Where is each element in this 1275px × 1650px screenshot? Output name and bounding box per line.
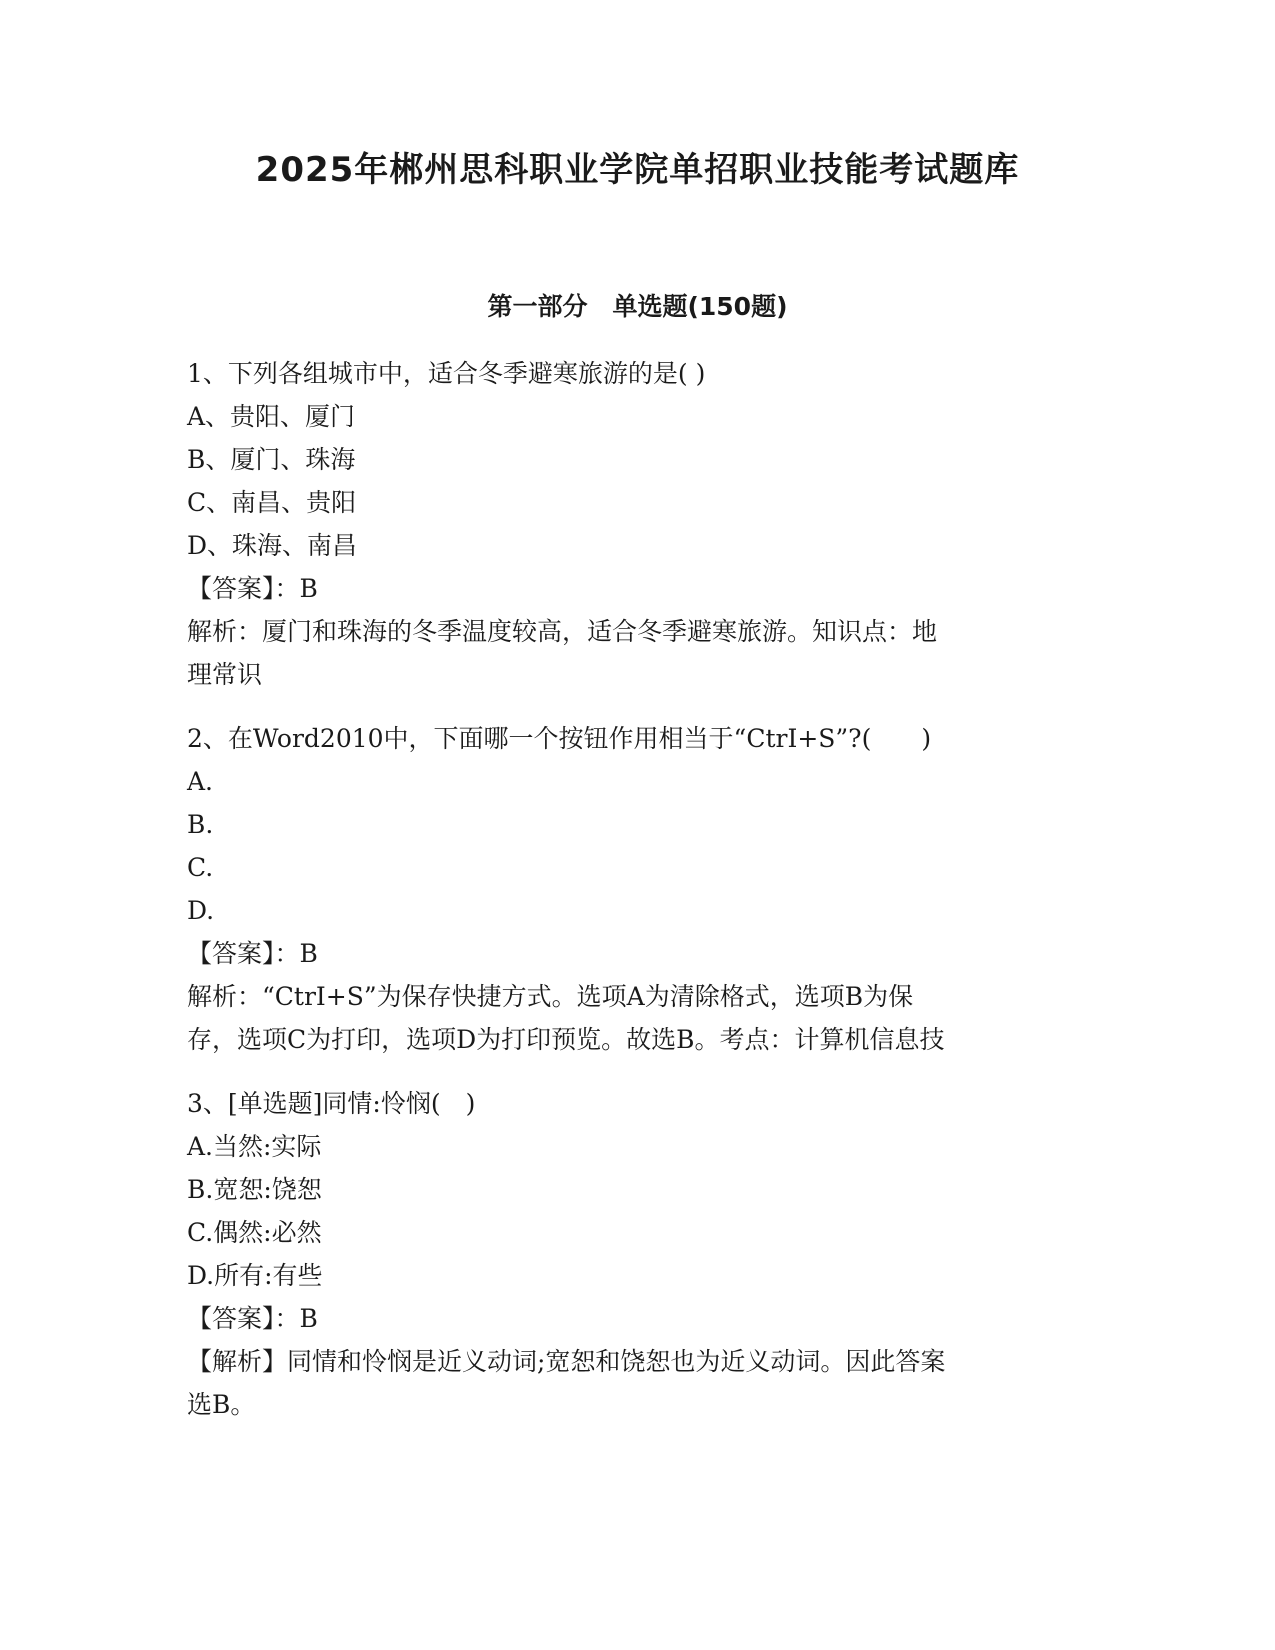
option-c: C.: [187, 853, 214, 882]
option-d: D.: [187, 896, 215, 925]
answer: 【答案】：B: [187, 939, 318, 968]
spacer: [187, 696, 1087, 717]
analysis-line: 解析：厦门和珠海的冬季温度较高，适合冬季避寒旅游。知识点：地: [187, 617, 938, 646]
question-block: [187, 352, 1087, 696]
option-a: A.当然:实际: [187, 1132, 322, 1161]
option-b: B.宽恕:饶恕: [187, 1175, 322, 1204]
option-a: A.: [187, 767, 214, 796]
question-list: [187, 352, 1087, 1426]
question-block: [187, 1082, 1087, 1426]
option-d: D.所有:有些: [187, 1261, 323, 1290]
question-stem: 3、[单选题]同情:怜悯( ): [187, 1089, 476, 1118]
analysis-line: 存，选项C为打印，选项D为打印预览。故选B。考点：计算机信息技: [187, 1025, 945, 1054]
question-stem: 1、下列各组城市中，适合冬季避寒旅游的是( ): [187, 359, 706, 388]
question-block: [187, 717, 1087, 1061]
analysis-line: 选B。: [187, 1390, 256, 1419]
option-b: B、厦门、珠海: [187, 445, 356, 474]
analysis-line: 理常识: [187, 660, 263, 689]
question-stem: 2、在Word2010中，下面哪一个按钮作用相当于“CtrI+S”?( ): [187, 724, 932, 753]
option-a: A、贵阳、厦门: [187, 402, 356, 431]
document-title: 2025年郴州思科职业学院单招职业技能考试题库: [255, 150, 1020, 190]
answer: 【答案】：B: [187, 574, 318, 603]
analysis-line: 【解析】同情和怜悯是近义动词;宽恕和饶恕也为近义动词。因此答案: [187, 1347, 946, 1376]
option-d: D、珠海、南昌: [187, 531, 358, 560]
answer: 【答案】：B: [187, 1304, 318, 1333]
option-b: B.: [187, 810, 214, 839]
analysis-line: 解析：“CtrI+S”为保存快捷方式。选项A为清除格式，选项B为保: [187, 982, 914, 1011]
section-title: 第一部分 单选题(150题): [487, 292, 788, 321]
option-c: C、南昌、贵阳: [187, 488, 357, 517]
option-c: C.偶然:必然: [187, 1218, 322, 1247]
spacer: [187, 1061, 1087, 1082]
